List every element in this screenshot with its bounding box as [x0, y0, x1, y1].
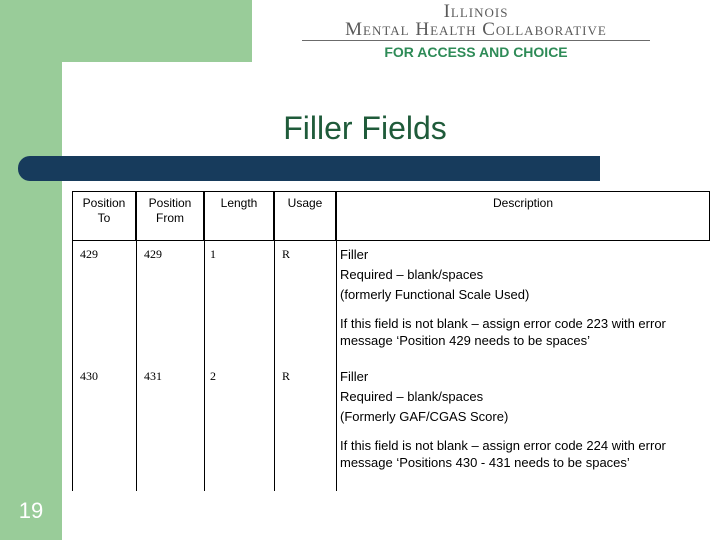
imhc-logo [296, 0, 656, 66]
header-position-from-line1: Position [148, 196, 192, 210]
logo-line-collaborative: Mental Health Collaborative [345, 19, 607, 40]
row1-divider [274, 241, 275, 371]
row1-desc-line1: Filler [340, 247, 369, 262]
row2-desc-line1: Filler [340, 369, 369, 384]
row2-description [340, 367, 710, 471]
row1-desc-line3: (formerly Functional Scale Used) [340, 287, 530, 302]
row2-usage: R [282, 369, 291, 383]
header-position-from [136, 191, 204, 241]
row1-divider [336, 241, 337, 371]
row1-desc-line2: Required – blank/spaces [340, 267, 484, 282]
header-description-label: Description [492, 196, 554, 210]
header-description [336, 191, 710, 241]
logo-rule [302, 40, 650, 41]
header-length-label: Length [220, 196, 258, 210]
panel-corner-curve [62, 62, 122, 122]
header-position-to [72, 191, 136, 241]
row2-desc-line2: Required – blank/spaces [340, 389, 484, 404]
row1-left-border [72, 241, 73, 371]
row1-description [340, 245, 710, 349]
row1-error-note: If this field is not blank – assign error code 223 with error message ‘Position 429 needs to be spaces’ [340, 316, 666, 348]
row2-position-from: 431 [144, 369, 162, 383]
row2-length: 2 [210, 369, 216, 383]
row2-left-border [72, 367, 73, 491]
title-underline-bar [18, 156, 600, 181]
slide-number: 19 [18, 498, 44, 523]
row2-divider [204, 367, 205, 491]
header-position-to-line2: To [97, 211, 111, 225]
left-green-panel [0, 0, 62, 540]
header-length [204, 191, 274, 241]
row2-position-to: 430 [80, 369, 98, 383]
row1-divider [204, 241, 205, 371]
logo-line-illinois: Illinois [443, 1, 509, 22]
row2-divider [274, 367, 275, 491]
header-position-from-line2: From [156, 211, 184, 225]
header-usage [274, 191, 336, 241]
row1-length: 1 [210, 247, 216, 261]
header-usage-label: Usage [287, 196, 323, 210]
top-green-panel [0, 0, 252, 62]
row1-usage: R [282, 247, 291, 261]
row2-divider [136, 367, 137, 491]
page-title: Filler Fields [283, 110, 447, 146]
row2-divider [336, 367, 337, 491]
header-position-to-line1: Position [82, 196, 126, 210]
row1-position-from: 429 [144, 247, 162, 261]
row1-divider [136, 241, 137, 371]
row2-error-note: If this field is not blank – assign error code 224 with error message ‘Positions 430 - 431 needs to be spaces’ [340, 438, 666, 470]
logo-tagline: FOR ACCESS AND CHOICE [384, 44, 568, 60]
row1-position-to: 429 [80, 247, 98, 261]
row2-desc-line3: (Formerly GAF/CGAS Score) [340, 409, 509, 424]
